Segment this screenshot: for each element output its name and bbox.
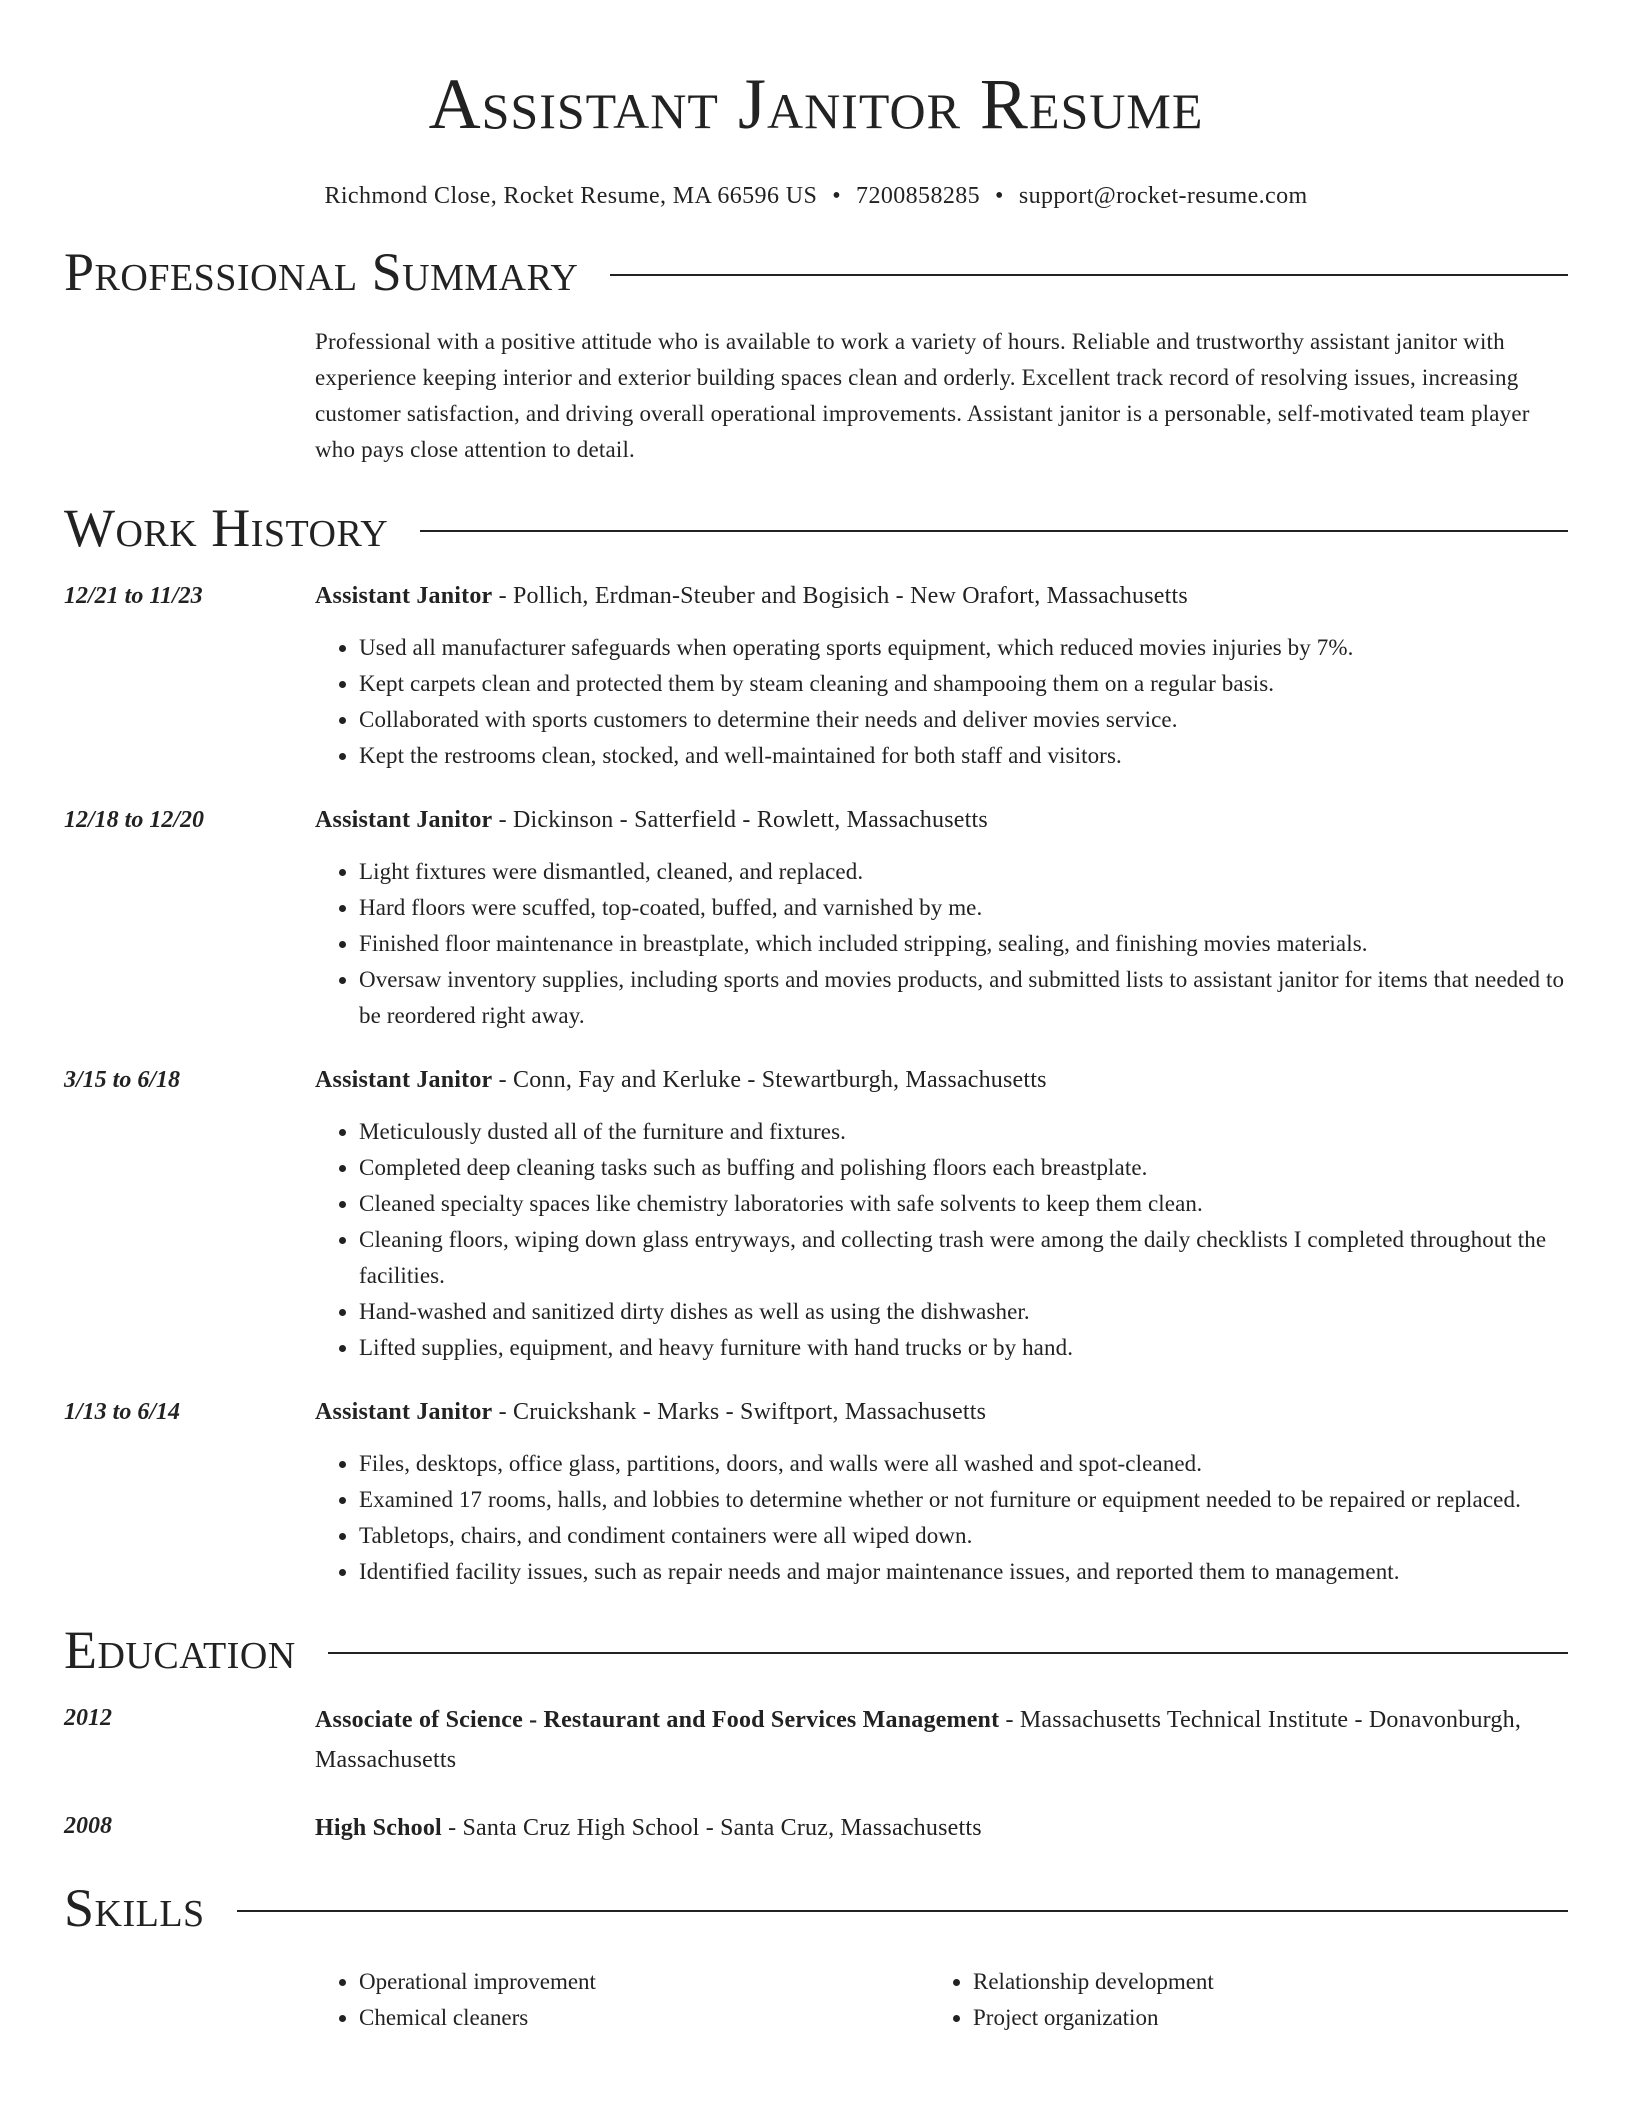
- education-degree: High School: [315, 1815, 442, 1841]
- section-title-work: Work History: [64, 498, 389, 558]
- job-bullet: • Tabletops, chairs, and condiment containers were all wiped down.: [359, 1518, 1568, 1554]
- job-bullet: • Completed deep cleaning tasks such as buffing and polishing floors each breastplate.: [359, 1150, 1568, 1186]
- education-year: 2012: [64, 1705, 112, 1731]
- section-divider: [420, 530, 1568, 532]
- section-title-education: Education: [64, 1620, 296, 1680]
- section-header-skills: [64, 1876, 1568, 1940]
- section-title-skills: Skills: [64, 1878, 205, 1938]
- work-history-list: [64, 578, 1568, 1590]
- section-divider: [328, 1652, 1568, 1654]
- section-title-summary: Professional Summary: [64, 242, 579, 302]
- job-details: - Pollich, Erdman-Steuber and Bogisich - New Orafort, Massachusetts: [492, 583, 1188, 609]
- job-entry: [64, 578, 1568, 774]
- skills-column-right: [929, 1964, 1543, 2036]
- job-bullet: • Kept the restrooms clean, stocked, and well-maintained for both staff and visitors.: [359, 738, 1568, 774]
- education-year: 2008: [64, 1813, 112, 1839]
- skill-item: • Relationship development: [973, 1964, 1543, 2000]
- education-details: - Santa Cruz High School - Santa Cruz, Massachusetts: [441, 1815, 982, 1841]
- job-bullet: • Files, desktops, office glass, partitions, doors, and walls were all washed and spot-cleaned.: [359, 1446, 1568, 1482]
- job-bullet: • Hard floors were scuffed, top-coated, buffed, and varnished by me.: [359, 890, 1568, 926]
- education-headline: [315, 1700, 1568, 1780]
- section-divider: [610, 274, 1568, 276]
- education-details: - Massachusetts Technical Institute - Donavonburgh, Massachusetts: [315, 1707, 1522, 1773]
- summary-text: Professional with a positive attitude who is available to work a variety of hours. Reliable and trustworthy assistant janitor with experience keeping interior and exterior building spaces clean and orderly. Excellent track record of resolving issues, increasing customer satisfaction, and driving overall operational improvements. Assistant janitor is a personable, self-motivated team player who pays close attention to detail.: [315, 329, 1530, 462]
- skill-item: • Chemical cleaners: [359, 2000, 929, 2036]
- job-bullet: • Identified facility issues, such as repair needs and major maintenance issues, and reported them to management.: [359, 1554, 1568, 1590]
- job-bullets: [315, 630, 1568, 774]
- job-bullet: • Kept carpets clean and protected them by steam cleaning and shampooing them on a regular basis.: [359, 666, 1568, 702]
- section-header-education: [64, 1618, 1568, 1682]
- job-headline: [315, 1394, 1568, 1430]
- job-bullet: • Lifted supplies, equipment, and heavy furniture with hand trucks or by hand.: [359, 1330, 1568, 1366]
- skills-list: [315, 1964, 1568, 2036]
- skill-item: • Operational improvement: [359, 1964, 929, 2000]
- job-bullet: • Used all manufacturer safeguards when operating sports equipment, which reduced movies injuries by 7%.: [359, 630, 1568, 666]
- job-headline: [315, 578, 1568, 614]
- contact-phone: 7200858285: [856, 183, 981, 209]
- job-entry: [64, 802, 1568, 1034]
- job-title: Assistant Janitor: [315, 583, 493, 609]
- contact-separator: •: [832, 183, 842, 209]
- job-bullet: • Cleaned specialty spaces like chemistry laboratories with safe solvents to keep them clean.: [359, 1186, 1568, 1222]
- skills-column-left: [315, 1964, 929, 2036]
- job-dates: 12/18 to 12/20: [64, 807, 205, 833]
- job-bullet: • Cleaning floors, wiping down glass entryways, and collecting trash were among the daily checklists I completed throughout the facilities.: [359, 1222, 1568, 1294]
- skill-item: • Project organization: [973, 2000, 1543, 2036]
- contact-separator: •: [995, 183, 1004, 209]
- job-details: - Dickinson - Satterfield - Rowlett, Massachusetts: [492, 807, 988, 833]
- job-bullet: • Oversaw inventory supplies, including sports and movies products, and submitted lists to assistant janitor for items that needed to be reordered right away.: [359, 962, 1568, 1034]
- job-bullet: • Light fixtures were dismantled, cleaned, and replaced.: [359, 854, 1568, 890]
- resume-title: Assistant Janitor Resume: [428, 64, 1204, 144]
- job-title: Assistant Janitor: [315, 807, 493, 833]
- job-title: Assistant Janitor: [315, 1399, 493, 1425]
- job-entry: [64, 1394, 1568, 1590]
- job-dates: 1/13 to 6/14: [64, 1399, 181, 1425]
- job-details: - Conn, Fay and Kerluke - Stewartburgh, Massachusetts: [492, 1067, 1047, 1093]
- education-entry: [64, 1700, 1568, 1780]
- contact-line: [64, 180, 1568, 212]
- section-header-summary: [64, 240, 1568, 304]
- job-bullet: • Meticulously dusted all of the furniture and fixtures.: [359, 1114, 1568, 1150]
- job-bullets: [315, 854, 1568, 1034]
- job-bullet: • Finished floor maintenance in breastplate, which included stripping, sealing, and finishing movies materials.: [359, 926, 1568, 962]
- job-bullet: • Hand-washed and sanitized dirty dishes as well as using the dishwasher.: [359, 1294, 1568, 1330]
- job-entry: [64, 1062, 1568, 1366]
- section-header-work: [64, 496, 1568, 560]
- contact-address: Richmond Close, Rocket Resume, MA 66596 US: [324, 183, 818, 209]
- contact-email: support@rocket-resume.com: [1018, 183, 1308, 209]
- education-degree: Associate of Science - Restaurant and Food Services Management: [315, 1707, 1000, 1733]
- section-divider: [237, 1910, 1568, 1912]
- job-dates: 12/21 to 11/23: [64, 583, 203, 609]
- education-headline: [315, 1808, 1568, 1848]
- job-bullet: • Collaborated with sports customers to determine their needs and deliver movies service.: [359, 702, 1568, 738]
- job-details: - Cruickshank - Marks - Swiftport, Massachusetts: [492, 1399, 987, 1425]
- job-title: Assistant Janitor: [315, 1067, 493, 1093]
- job-dates: 3/15 to 6/18: [64, 1067, 181, 1093]
- job-bullets: [315, 1446, 1568, 1590]
- job-bullets: [315, 1114, 1568, 1366]
- education-entry: [64, 1808, 1568, 1848]
- job-headline: [315, 1062, 1568, 1098]
- job-headline: [315, 802, 1568, 838]
- job-bullet: • Examined 17 rooms, halls, and lobbies to determine whether or not furniture or equipment needed to be repaired or replaced.: [359, 1482, 1568, 1518]
